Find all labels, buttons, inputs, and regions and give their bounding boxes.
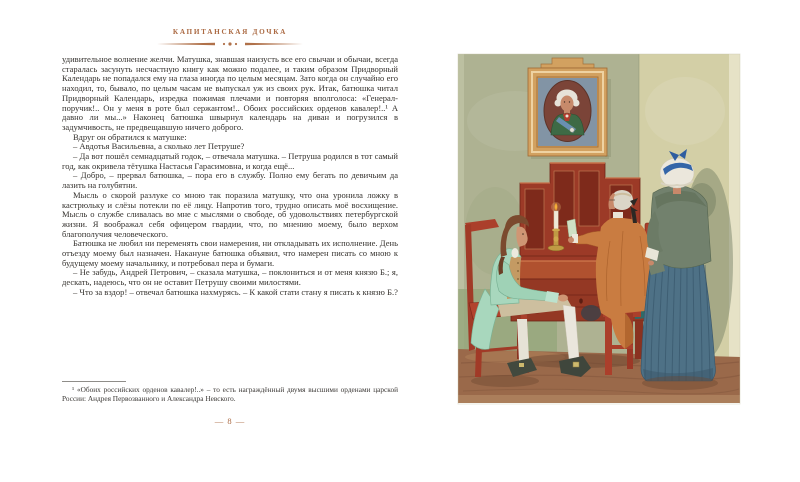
- paragraph: Батюшка не любил ни переменять свои намерения, ни откладывать их исполнение. День отъезду моему был назначен. Накануне батюшка объявил, что намерен писать со мною к будущему моему начальнику, и потребовал пера и бумаги.: [62, 238, 398, 268]
- illustration-portrait: [528, 58, 611, 159]
- left-page: [62, 28, 398, 443]
- body-text: [62, 55, 398, 298]
- paragraph: удивительное волнение желчи. Матушка, знавшая наизусть все его свычаи и обычаи, всегда старалась засунуть несчастную книгу как можно подалее, и таким образом Придворный Календарь не попадался ему на глаза иногда по целым месяцам. Зато когда он случайно его находил, то, бывало, по целым часам не выпускал уж из своих рук. Итак, батюшка читал Придворный Календарь, изредка пожимая плечами и повторяя вполголоса: «Генерал-поручик!.. Он у меня в роте был сержантом!.. Обоих российских орденов кавалер!..¹ А давно ли мы...» Наконец батюшка швырнул календарь на диван и погрузился в задумчивость, не предвещавшую ничего доброго.: [62, 54, 398, 132]
- page-number: — 8 —: [214, 416, 246, 426]
- footnote-text: ¹ «Обоих российских орденов кавалер!..» – то есть награждённый двумя высшими орденами царской России: Андрея Первозванного и Александра Невского.: [62, 385, 398, 404]
- paragraph-dialogue: – Авдотья Васильевна, а сколько лет Петруше?: [73, 141, 245, 152]
- paragraph-dialogue: – Да вот пошёл семнадцатый годок, – отвечала матушка. – Петруша родился в тот самый год, как окривела тётушка Настасья Гарасимовна, и когда ещё...: [62, 151, 398, 171]
- paragraph-dialogue: – Что за вздор! – отвечал батюшка нахмурясь. – К какой стати стану я писать к князю Б.?: [73, 286, 398, 297]
- paragraph: Вдруг он обратился к матушке:: [73, 131, 187, 142]
- book-illustration: [455, 51, 743, 407]
- paragraph: Мысль о скорой разлуке со мною так поразила матушку, что она уронила ложку в кастрюльку и слёзы потекли по её лицу. Напротив того, трудно описать моё восхищение. Мысль о службе сливалась во мне с мыслями о свободе, об удовольствиях петербургской жизни. Я воображал себя офицером гвардии, что, по мнению моему, было верхом благополучия человеческого.: [62, 189, 398, 239]
- right-page: [455, 51, 743, 407]
- footnote-block: [62, 381, 398, 403]
- footnote-divider: [62, 381, 126, 382]
- paragraph-dialogue: – Добро, – прервал батюшка, – пора его в службу. Полно ему бегать по девичьим да лазить на голубятни.: [62, 170, 398, 191]
- running-head: КАПИТАНСКАЯ ДОЧКА: [172, 28, 288, 36]
- header-divider-ornament: [155, 40, 305, 48]
- paragraph-dialogue: – Не забудь, Андрей Петрович, – сказала матушка, – поклониться и от меня князю Б.; я, дескать, надеюсь, что он не оставит Петрушу своими милостями.: [62, 267, 398, 288]
